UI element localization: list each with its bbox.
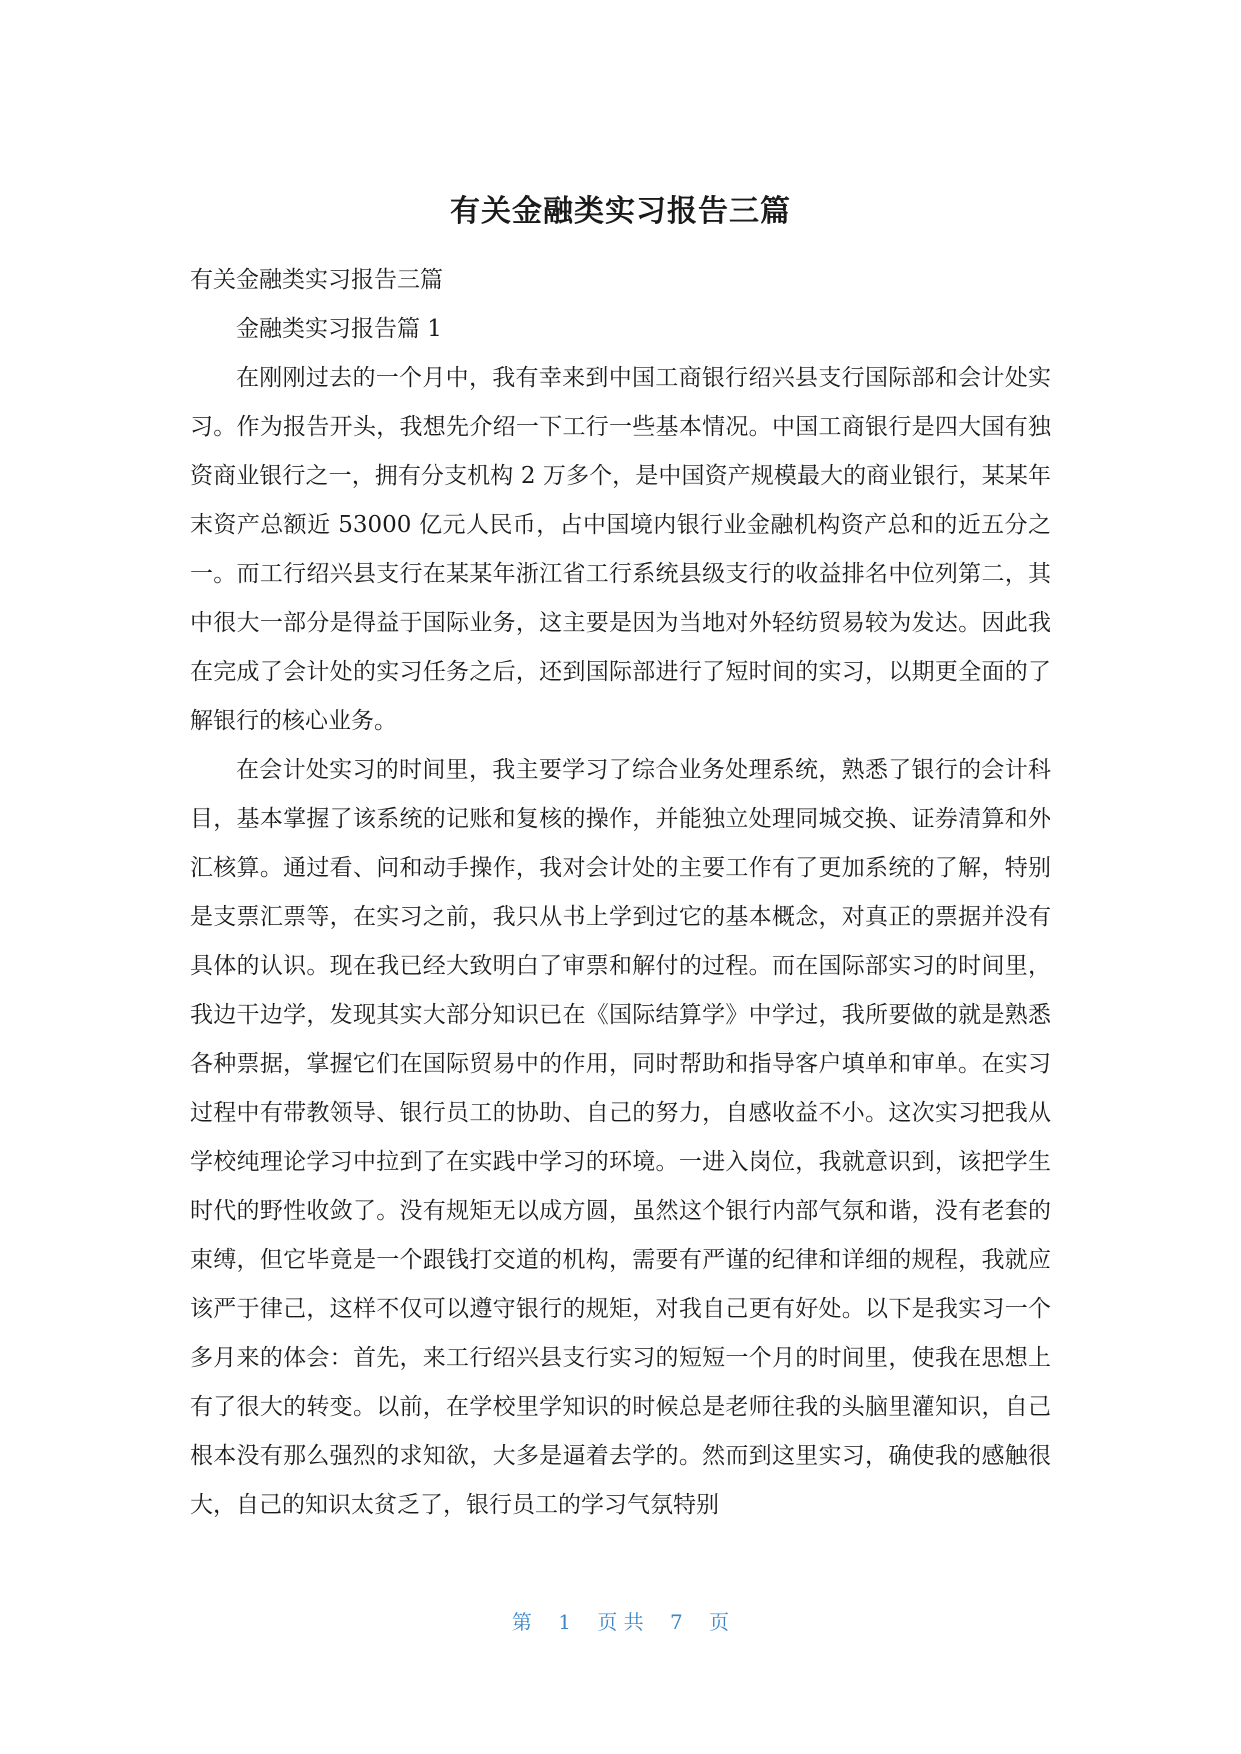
document-body [190, 256, 1051, 1530]
section-heading: 金融类实习报告篇 1 [236, 316, 442, 342]
page-footer [0, 1606, 1241, 1635]
footer-total-pages: 7 [670, 1610, 683, 1634]
document-subtitle: 有关金融类实习报告三篇 [190, 267, 443, 293]
document-title: 有关金融类实习报告三篇 [450, 194, 791, 229]
footer-label-of: 页 共 [597, 1610, 644, 1634]
paragraph-2: 在会计处实习的时间里，我主要学习了综合业务处理系统，熟悉了银行的会计科目，基本掌握了该系统的记账和复核的操作，并能独立处理同城交换、证券清算和外汇核算。通过看、问和动手操作，我对会计处的主要工作有了更加系统的了解，特别是支票汇票等，在实习之前，我只从书上学到过它的基本概念，对真正的票据并没有具体的认识。现在我已经大致明白了审票和解付的过程。而在国际部实习的时间里，我边干边学，发现其实大部分知识已在《国际结算学》中学过，我所要做的就是熟悉各种票据，掌握它们在国际贸易中的作用，同时帮助和指导客户填单和审单。在实习过程中有带教领导、银行员工的协助、自己的努力，自感收益不小。这次实习把我从学校纯理论学习中拉到了在实践中学习的环境。一进入岗位，我就意识到，该把学生时代的野性收敛了。没有规矩无以成方圆，虽然这个银行内部气氛和谐，没有老套的束缚，但它毕竟是一个跟钱打交道的机构，需要有严谨的纪律和详细的规程，我就应该严于律己，这样不仅可以遵守银行的规矩，对我自己更有好处。以下是我实习一个多月来的体会：首先，来工行绍兴县支行实习的短短一个月的时间里，使我在思想上有了很大的转变。以前，在学校里学知识的时候总是老师往我的头脑里灌知识，自己根本没有那么强烈的求知欲，大多是逼着去学的。然而到这里实习，确使我的感触很大，自己的知识太贫乏了，银行员工的学习气氛特别 [190, 757, 1051, 1518]
footer-current-page: 1 [558, 1610, 571, 1634]
footer-label-page: 第 [511, 1610, 532, 1634]
paragraph-1: 在刚刚过去的一个月中，我有幸来到中国工商银行绍兴县支行国际部和会计处实习。作为报告开头，我想先介绍一下工行一些基本情况。中国工商银行是四大国有独资商业银行之一，拥有分支机构 2 万多个，是中国资产规模最大的商业银行，某某年末资产总额近 53000 亿元人民币，占中国境内银行业金融机构资产总和的近五分之一。而工行绍兴县支行在某某年浙江省工行系统县级支行的收益排名中位列第二，其中很大一部分是得益于国际业务，这主要是因为当地对外轻纺贸易较为发达。因此我在完成了会计处的实习任务之后，还到国际部进行了短时间的实习，以期更全面的了解银行的核心业务。 [190, 365, 1051, 734]
footer-label-pages: 页 [709, 1610, 730, 1634]
